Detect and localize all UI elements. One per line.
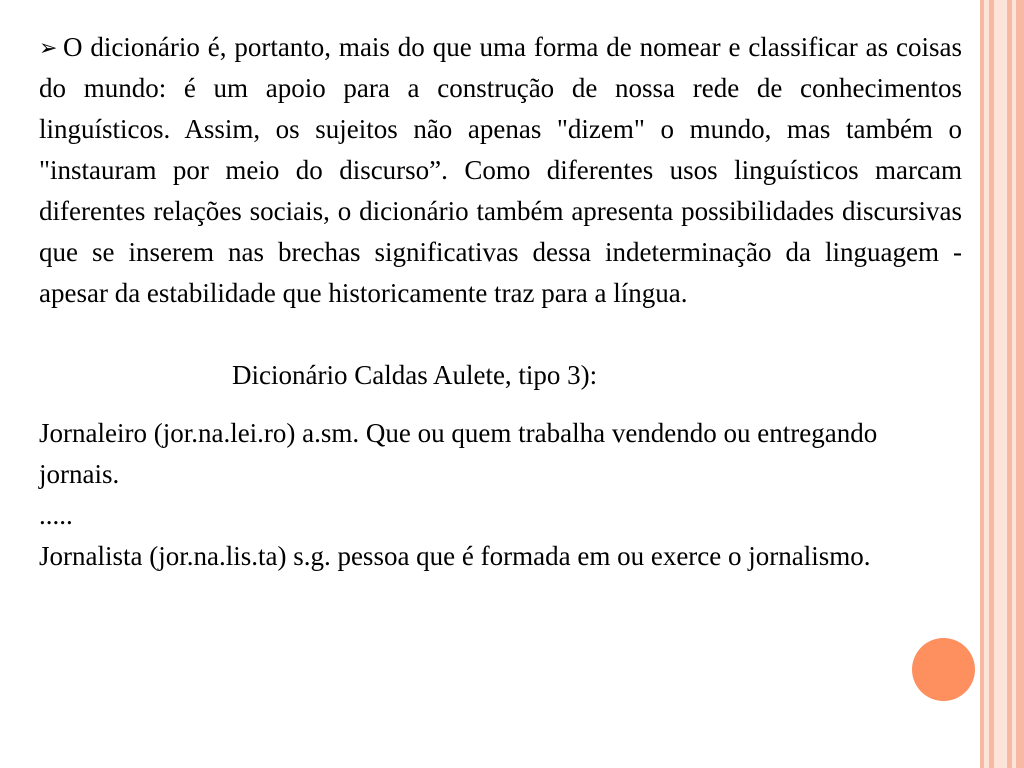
border-stripe <box>994 0 1007 768</box>
arrow-bullet-icon: ➢ <box>39 35 58 60</box>
dictionary-entry: Jornaleiro (jor.na.lei.ro) a.sm. Que ou quem trabalha vendendo ou entregando jornais. <box>39 418 878 489</box>
dictionary-entry: Jornalista (jor.na.lis.ta) s.g. pessoa que é formada em ou exerce o jornalismo. <box>39 541 871 571</box>
ellipsis-line: ..... <box>39 500 73 530</box>
dictionary-entries <box>39 413 962 577</box>
main-paragraph <box>39 27 962 314</box>
paragraph-text: O dicionário é, portanto, mais do que uma forma de nomear e classificar as coisas do mundo: é um apoio para a construção de nossa rede de conhecimentos linguísticos. Assim, os sujeitos não apenas "dizem" o mundo, mas também o "instauram por meio do discurso”. Como diferentes usos linguísticos marcam diferentes relações sociais, o dicionário também apresenta possibilidades discursivas que se inserem nas brechas significativas dessa indeterminação da linguagem - apesar da estabilidade que historicamente traz para a língua. <box>39 32 962 308</box>
right-decorative-border <box>980 0 1024 768</box>
citation-heading: Dicionário Caldas Aulete, tipo 3): <box>232 360 598 390</box>
border-stripe <box>984 0 989 768</box>
border-stripe <box>1012 0 1016 768</box>
decorative-circle <box>912 638 975 701</box>
slide-content <box>39 27 962 577</box>
